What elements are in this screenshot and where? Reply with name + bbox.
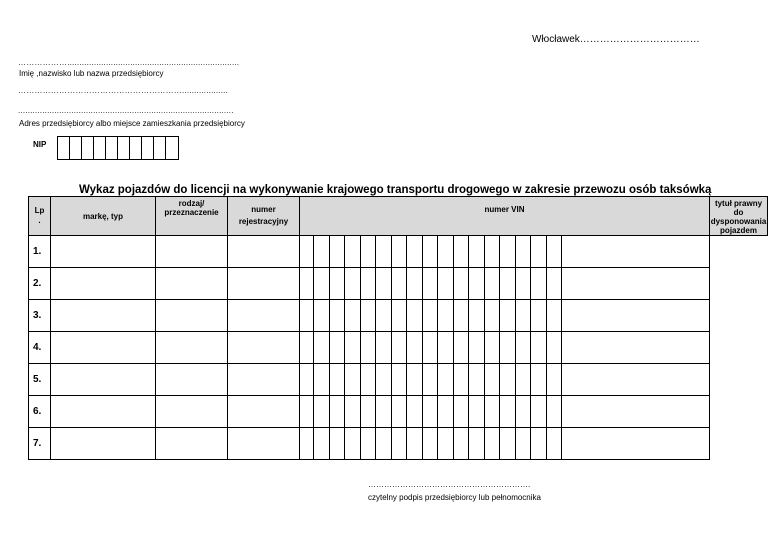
cell-vin-char[interactable]	[314, 268, 330, 300]
cell-numer-rejestracyjny[interactable]	[228, 300, 300, 332]
cell-vin-char[interactable]	[376, 428, 392, 460]
cell-vin-char[interactable]	[500, 364, 516, 396]
cell-vin-char[interactable]	[360, 300, 376, 332]
cell-vin-char[interactable]	[391, 396, 407, 428]
cell-numer-rejestracyjny[interactable]	[228, 428, 300, 460]
cell-vin-char[interactable]	[345, 428, 361, 460]
cell-vin-char[interactable]	[531, 236, 547, 268]
cell-tytul-prawny[interactable]	[562, 364, 710, 396]
cell-vin-char[interactable]	[300, 396, 314, 428]
cell-vin-char[interactable]	[422, 364, 438, 396]
cell-vin-char[interactable]	[515, 236, 531, 268]
cell-vin-char[interactable]	[376, 236, 392, 268]
cell-vin-char[interactable]	[360, 428, 376, 460]
nip-digit-cell[interactable]	[94, 137, 106, 159]
cell-vin-char[interactable]	[407, 236, 423, 268]
cell-marka[interactable]	[51, 364, 156, 396]
cell-vin-char[interactable]	[329, 300, 345, 332]
cell-vin-char[interactable]	[515, 396, 531, 428]
cell-vin-char[interactable]	[300, 428, 314, 460]
cell-vin-char[interactable]	[407, 300, 423, 332]
cell-rodzaj[interactable]	[156, 236, 228, 268]
nip-digit-cell[interactable]	[58, 137, 70, 159]
cell-vin-char[interactable]	[531, 428, 547, 460]
cell-vin-char[interactable]	[376, 268, 392, 300]
cell-vin-char[interactable]	[531, 364, 547, 396]
cell-vin-char[interactable]	[469, 300, 485, 332]
cell-vin-char[interactable]	[391, 428, 407, 460]
cell-vin-char[interactable]	[391, 268, 407, 300]
cell-vin-char[interactable]	[500, 300, 516, 332]
cell-vin-char[interactable]	[515, 268, 531, 300]
cell-vin-char[interactable]	[546, 364, 562, 396]
cell-vin-char[interactable]	[469, 428, 485, 460]
address-dotted-line-2: .........................................................................................	[18, 106, 234, 115]
cell-marka[interactable]	[51, 428, 156, 460]
table-row	[29, 332, 768, 364]
cell-vin-char[interactable]	[438, 332, 454, 364]
cell-vin-char[interactable]	[314, 396, 330, 428]
cell-vin-char[interactable]	[329, 396, 345, 428]
cell-marka[interactable]	[51, 268, 156, 300]
cell-marka[interactable]	[51, 396, 156, 428]
cell-vin-char[interactable]	[453, 236, 469, 268]
nip-boxes[interactable]	[57, 136, 179, 160]
cell-vin-char[interactable]	[469, 364, 485, 396]
cell-vin-char[interactable]	[484, 300, 500, 332]
nip-digit-cell[interactable]	[130, 137, 142, 159]
cell-vin-char[interactable]	[360, 332, 376, 364]
cell-rodzaj[interactable]	[156, 396, 228, 428]
header-numer-rejestracyjny: numer rejestracyjny	[228, 197, 300, 236]
cell-vin-char[interactable]	[329, 236, 345, 268]
cell-vin-char[interactable]	[345, 300, 361, 332]
cell-tytul-prawny[interactable]	[562, 300, 710, 332]
cell-vin-char[interactable]	[515, 332, 531, 364]
cell-vin-char[interactable]	[407, 396, 423, 428]
cell-vin-char[interactable]	[453, 396, 469, 428]
cell-numer-rejestracyjny[interactable]	[228, 236, 300, 268]
nip-digit-cell[interactable]	[106, 137, 118, 159]
cell-vin-char[interactable]	[345, 236, 361, 268]
cell-vin-char[interactable]	[407, 364, 423, 396]
header-rodzaj: rodzaj/ przeznaczenie	[156, 197, 228, 236]
cell-vin-char[interactable]	[314, 364, 330, 396]
cell-marka[interactable]	[51, 332, 156, 364]
cell-vin-char[interactable]	[391, 236, 407, 268]
cell-vin-char[interactable]	[422, 300, 438, 332]
cell-vin-char[interactable]	[453, 332, 469, 364]
cell-vin-char[interactable]	[453, 428, 469, 460]
cell-vin-char[interactable]	[376, 332, 392, 364]
cell-vin-char[interactable]	[300, 332, 314, 364]
cell-tytul-prawny[interactable]	[562, 332, 710, 364]
name-caption: Imię ,nazwisko lub nazwa przedsiębiorcy	[19, 69, 164, 78]
cell-vin-char[interactable]	[500, 332, 516, 364]
cell-numer-rejestracyjny[interactable]	[228, 396, 300, 428]
cell-vin-char[interactable]	[500, 268, 516, 300]
cell-tytul-prawny[interactable]	[562, 236, 710, 268]
cell-marka[interactable]	[51, 236, 156, 268]
row-number: 6.	[29, 396, 51, 428]
cell-vin-char[interactable]	[422, 332, 438, 364]
header-marka: markę, typ	[51, 197, 156, 236]
cell-vin-char[interactable]	[360, 268, 376, 300]
nip-digit-cell[interactable]	[82, 137, 94, 159]
nip-digit-cell[interactable]	[142, 137, 154, 159]
row-number: 4.	[29, 332, 51, 364]
cell-vin-char[interactable]	[484, 332, 500, 364]
cell-vin-char[interactable]	[314, 236, 330, 268]
table-header-row	[29, 197, 768, 236]
cell-rodzaj[interactable]	[156, 268, 228, 300]
cell-vin-char[interactable]	[500, 396, 516, 428]
cell-vin-char[interactable]	[500, 236, 516, 268]
cell-tytul-prawny[interactable]	[562, 428, 710, 460]
cell-vin-char[interactable]	[329, 332, 345, 364]
table-title: Wykaz pojazdów do licencji na wykonywanie krajowego transportu drogowego w zakresie przewozu osób taksówką	[79, 184, 712, 196]
cell-vin-char[interactable]	[469, 396, 485, 428]
cell-vin-char[interactable]	[546, 332, 562, 364]
cell-vin-char[interactable]	[407, 268, 423, 300]
cell-vin-char[interactable]	[329, 364, 345, 396]
cell-vin-char[interactable]	[300, 236, 314, 268]
cell-rodzaj[interactable]	[156, 428, 228, 460]
cell-vin-char[interactable]	[438, 300, 454, 332]
cell-numer-rejestracyjny[interactable]	[228, 364, 300, 396]
cell-vin-char[interactable]	[531, 268, 547, 300]
cell-vin-char[interactable]	[469, 236, 485, 268]
cell-vin-char[interactable]	[422, 428, 438, 460]
cell-vin-char[interactable]	[438, 396, 454, 428]
cell-vin-char[interactable]	[345, 364, 361, 396]
cell-vin-char[interactable]	[407, 428, 423, 460]
cell-vin-char[interactable]	[546, 236, 562, 268]
cell-vin-char[interactable]	[469, 268, 485, 300]
cell-vin-char[interactable]	[407, 332, 423, 364]
table-row	[29, 428, 768, 460]
cell-vin-char[interactable]	[300, 268, 314, 300]
nip-digit-cell[interactable]	[118, 137, 130, 159]
cell-vin-char[interactable]	[329, 268, 345, 300]
cell-vin-char[interactable]	[329, 428, 345, 460]
cell-tytul-prawny[interactable]	[562, 396, 710, 428]
header-tytul-prawny: tytuł prawny do dysponowania pojazdem	[710, 197, 768, 236]
cell-vin-char[interactable]	[438, 428, 454, 460]
signature-caption: czytelny podpis przedsiębiorcy lub pełnomocnika	[368, 493, 541, 502]
cell-vin-char[interactable]	[453, 364, 469, 396]
cell-vin-char[interactable]	[546, 300, 562, 332]
cell-vin-char[interactable]	[345, 332, 361, 364]
vehicle-table	[28, 196, 768, 460]
cell-vin-char[interactable]	[546, 396, 562, 428]
cell-rodzaj[interactable]	[156, 332, 228, 364]
header-lp: Lp .	[29, 197, 51, 236]
cell-vin-char[interactable]	[376, 364, 392, 396]
cell-vin-char[interactable]	[314, 300, 330, 332]
cell-vin-char[interactable]	[546, 428, 562, 460]
row-number: 7.	[29, 428, 51, 460]
nip-digit-cell[interactable]	[70, 137, 82, 159]
row-number: 3.	[29, 300, 51, 332]
row-number: 2.	[29, 268, 51, 300]
cell-vin-char[interactable]	[438, 364, 454, 396]
cell-vin-char[interactable]	[438, 236, 454, 268]
table-row	[29, 300, 768, 332]
cell-vin-char[interactable]	[469, 332, 485, 364]
cell-vin-char[interactable]	[515, 300, 531, 332]
cell-vin-char[interactable]	[484, 396, 500, 428]
nip-digit-cell[interactable]	[154, 137, 166, 159]
name-dotted-line: ……………….......................................................................	[18, 58, 240, 67]
table-row	[29, 396, 768, 428]
cell-vin-char[interactable]	[484, 268, 500, 300]
cell-numer-rejestracyjny[interactable]	[228, 332, 300, 364]
cell-vin-char[interactable]	[376, 300, 392, 332]
cell-vin-char[interactable]	[531, 332, 547, 364]
place-date-field: Włocławek………………………………	[532, 34, 700, 45]
signature-dotted-line: …………………………………………………….	[368, 480, 531, 489]
cell-rodzaj[interactable]	[156, 300, 228, 332]
address-caption: Adres przedsiębiorcy albo miejsce zamieszkania przedsiębiorcy	[19, 119, 245, 128]
cell-vin-char[interactable]	[300, 300, 314, 332]
table-row	[29, 364, 768, 396]
cell-vin-char[interactable]	[484, 428, 500, 460]
cell-rodzaj[interactable]	[156, 364, 228, 396]
cell-vin-char[interactable]	[300, 364, 314, 396]
cell-marka[interactable]	[51, 300, 156, 332]
cell-vin-char[interactable]	[360, 396, 376, 428]
cell-vin-char[interactable]	[360, 236, 376, 268]
cell-vin-char[interactable]	[438, 268, 454, 300]
cell-vin-char[interactable]	[345, 268, 361, 300]
cell-vin-char[interactable]	[314, 332, 330, 364]
cell-vin-char[interactable]	[453, 300, 469, 332]
cell-vin-char[interactable]	[314, 428, 330, 460]
cell-vin-char[interactable]	[484, 364, 500, 396]
cell-vin-char[interactable]	[484, 236, 500, 268]
cell-vin-char[interactable]	[376, 396, 392, 428]
table-row	[29, 268, 768, 300]
header-vin: numer VIN	[300, 197, 710, 236]
cell-numer-rejestracyjny[interactable]	[228, 268, 300, 300]
cell-vin-char[interactable]	[391, 300, 407, 332]
cell-vin-char[interactable]	[422, 236, 438, 268]
cell-vin-char[interactable]	[453, 268, 469, 300]
row-number: 5.	[29, 364, 51, 396]
cell-vin-char[interactable]	[515, 428, 531, 460]
cell-vin-char[interactable]	[422, 396, 438, 428]
cell-vin-char[interactable]	[391, 364, 407, 396]
cell-vin-char[interactable]	[422, 268, 438, 300]
cell-vin-char[interactable]	[391, 332, 407, 364]
cell-vin-char[interactable]	[531, 300, 547, 332]
table-row	[29, 236, 768, 268]
address-dotted-line-1: ……………………………………………………...................	[18, 86, 229, 95]
nip-digit-cell[interactable]	[166, 137, 178, 159]
cell-vin-char[interactable]	[345, 396, 361, 428]
row-number: 1.	[29, 236, 51, 268]
cell-vin-char[interactable]	[360, 364, 376, 396]
nip-label: NIP	[33, 140, 47, 149]
cell-vin-char[interactable]	[515, 364, 531, 396]
cell-vin-char[interactable]	[546, 268, 562, 300]
cell-vin-char[interactable]	[500, 428, 516, 460]
cell-tytul-prawny[interactable]	[562, 268, 710, 300]
cell-vin-char[interactable]	[531, 396, 547, 428]
